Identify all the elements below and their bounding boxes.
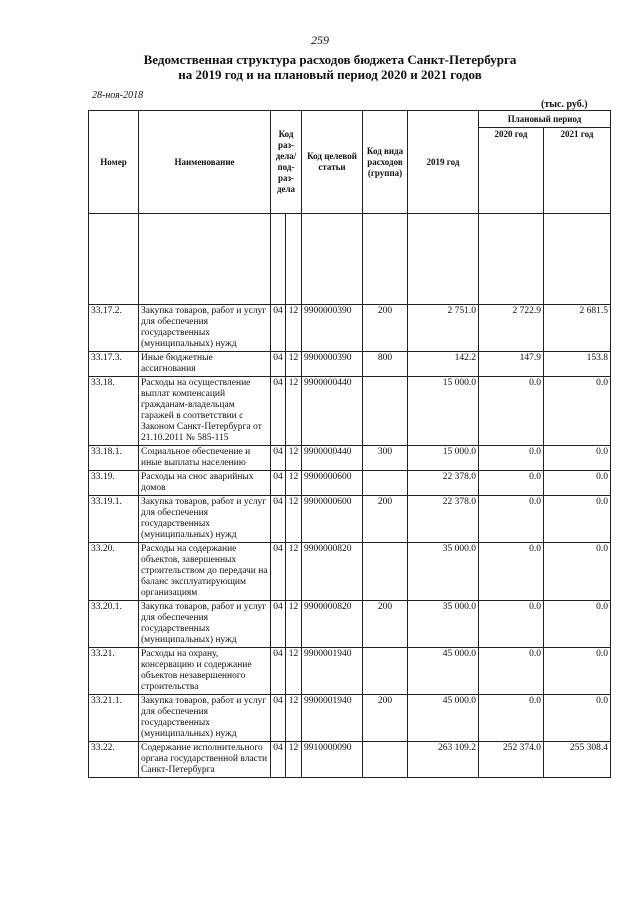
row-article-code: 9900000440 <box>302 446 363 471</box>
row-section-code: 04 <box>271 648 286 695</box>
row-amount-2021: 0.0 <box>544 695 611 742</box>
row-amount-2021: 0.0 <box>544 446 611 471</box>
row-amount-2021: 2 681.5 <box>544 305 611 352</box>
row-name: Закупка товаров, работ и услуг для обеспечения государственных (муниципальных) нужд <box>139 496 271 543</box>
row-number: 33.20.1. <box>89 601 139 648</box>
row-subsection-code: 12 <box>286 695 302 742</box>
row-expense-group: 200 <box>363 695 408 742</box>
table-row <box>89 648 611 695</box>
row-article-code: 9900000440 <box>302 377 363 446</box>
row-name: Закупка товаров, работ и услуг для обеспечения государственных (муниципальных) нужд <box>139 695 271 742</box>
row-number: 33.22. <box>89 742 139 778</box>
row-number: 33.20. <box>89 543 139 601</box>
row-article-code: 9900000600 <box>302 471 363 496</box>
row-name: Расходы на осуществление выплат компенсаций гражданам-владельцам гаражей в соответствии с Законом Санкт-Петербурга от 21.10.2011 № 585-115 <box>139 377 271 446</box>
header-number: Номер <box>89 111 139 214</box>
row-amount-2020: 0.0 <box>479 601 544 648</box>
row-article-code: 9900000820 <box>302 601 363 648</box>
row-name: Расходы на снос аварийных домов <box>139 471 271 496</box>
table-row <box>89 601 611 648</box>
table-row <box>89 496 611 543</box>
row-amount-2019: 22 378.0 <box>408 471 479 496</box>
row-article-code: 9900001940 <box>302 648 363 695</box>
row-number: 33.17.2. <box>89 305 139 352</box>
row-amount-2020: 0.0 <box>479 496 544 543</box>
row-number: 33.17.3. <box>89 352 139 377</box>
row-amount-2019: 35 000.0 <box>408 601 479 648</box>
row-subsection-code: 12 <box>286 742 302 778</box>
row-amount-2021: 0.0 <box>544 471 611 496</box>
row-subsection-code: 12 <box>286 352 302 377</box>
header-2021: 2021 год <box>544 128 611 214</box>
row-amount-2021: 255 308.4 <box>544 742 611 778</box>
row-expense-group <box>363 742 408 778</box>
row-section-code: 04 <box>271 742 286 778</box>
row-section-code: 04 <box>271 471 286 496</box>
row-amount-2020: 0.0 <box>479 648 544 695</box>
blank-spacer-row <box>89 214 611 305</box>
row-amount-2021: 0.0 <box>544 377 611 446</box>
row-number: 33.21.1. <box>89 695 139 742</box>
row-article-code: 9900000390 <box>302 352 363 377</box>
row-name: Иные бюджетные ассигнования <box>139 352 271 377</box>
row-expense-group: 200 <box>363 305 408 352</box>
table-row <box>89 377 611 446</box>
row-section-code: 04 <box>271 305 286 352</box>
page-number: 259 <box>311 33 329 47</box>
header-group: Код вида расходов (группа) <box>363 111 408 214</box>
row-amount-2019: 35 000.0 <box>408 543 479 601</box>
row-amount-2019: 15 000.0 <box>408 377 479 446</box>
row-name: Содержание исполнительного органа государственной власти Санкт-Петербурга <box>139 742 271 778</box>
row-amount-2019: 142.2 <box>408 352 479 377</box>
row-amount-2020: 252 374.0 <box>479 742 544 778</box>
row-article-code: 9900000820 <box>302 543 363 601</box>
row-article-code: 9910000090 <box>302 742 363 778</box>
row-name: Закупка товаров, работ и услуг для обеспечения государственных (муниципальных) нужд <box>139 601 271 648</box>
document-date: 28-ноя-2018 <box>92 90 144 101</box>
row-amount-2019: 263 109.2 <box>408 742 479 778</box>
row-name: Расходы на охрану, консервацию и содержание объектов незавершенного строительства <box>139 648 271 695</box>
budget-table <box>88 110 611 778</box>
row-amount-2021: 0.0 <box>544 648 611 695</box>
row-name: Расходы на содержание объектов, завершенных строительством до передачи на баланс эксплуатирующим организациям <box>139 543 271 601</box>
table-row <box>89 742 611 778</box>
row-subsection-code: 12 <box>286 648 302 695</box>
row-subsection-code: 12 <box>286 377 302 446</box>
title-line-2: на 2019 год и на плановый период 2020 и 2021 годов <box>178 67 482 82</box>
table-row <box>89 446 611 471</box>
row-amount-2019: 15 000.0 <box>408 446 479 471</box>
header-2020: 2020 год <box>479 128 544 214</box>
row-amount-2019: 2 751.0 <box>408 305 479 352</box>
row-subsection-code: 12 <box>286 446 302 471</box>
row-expense-group <box>363 543 408 601</box>
row-section-code: 04 <box>271 496 286 543</box>
row-amount-2021: 153.8 <box>544 352 611 377</box>
row-subsection-code: 12 <box>286 471 302 496</box>
row-expense-group <box>363 377 408 446</box>
row-number: 33.19. <box>89 471 139 496</box>
header-2019: 2019 год <box>408 111 479 214</box>
row-amount-2019: 22 378.0 <box>408 496 479 543</box>
row-subsection-code: 12 <box>286 496 302 543</box>
row-name: Социальное обеспечение и иные выплаты населению <box>139 446 271 471</box>
header-article: Код целевой статьи <box>302 111 363 214</box>
row-amount-2019: 45 000.0 <box>408 648 479 695</box>
row-expense-group: 800 <box>363 352 408 377</box>
row-amount-2020: 2 722.9 <box>479 305 544 352</box>
row-section-code: 04 <box>271 352 286 377</box>
row-expense-group: 200 <box>363 601 408 648</box>
header-section: Код раз- дела/ под- раз- дела <box>271 111 302 214</box>
header-planned-period: Плановый период <box>479 111 611 128</box>
row-number: 33.18.1. <box>89 446 139 471</box>
row-amount-2020: 0.0 <box>479 695 544 742</box>
row-amount-2019: 45 000.0 <box>408 695 479 742</box>
row-amount-2021: 0.0 <box>544 601 611 648</box>
row-subsection-code: 12 <box>286 601 302 648</box>
row-expense-group <box>363 648 408 695</box>
row-amount-2021: 0.0 <box>544 543 611 601</box>
table-row <box>89 471 611 496</box>
row-expense-group: 300 <box>363 446 408 471</box>
table-row <box>89 352 611 377</box>
row-subsection-code: 12 <box>286 305 302 352</box>
row-number: 33.18. <box>89 377 139 446</box>
row-section-code: 04 <box>271 695 286 742</box>
table-row <box>89 695 611 742</box>
row-section-code: 04 <box>271 377 286 446</box>
row-article-code: 9900001940 <box>302 695 363 742</box>
row-section-code: 04 <box>271 543 286 601</box>
row-article-code: 9900000390 <box>302 305 363 352</box>
header-name: Наименование <box>139 111 271 214</box>
row-article-code: 9900000600 <box>302 496 363 543</box>
row-amount-2020: 147.9 <box>479 352 544 377</box>
document-title <box>120 52 540 82</box>
row-name: Закупка товаров, работ и услуг для обеспечения государственных (муниципальных) нужд <box>139 305 271 352</box>
row-amount-2020: 0.0 <box>479 377 544 446</box>
title-line-1: Ведомственная структура расходов бюджета Санкт-Петербурга <box>143 52 517 67</box>
row-number: 33.19.1. <box>89 496 139 543</box>
row-section-code: 04 <box>271 446 286 471</box>
row-amount-2020: 0.0 <box>479 543 544 601</box>
row-expense-group: 200 <box>363 496 408 543</box>
row-amount-2020: 0.0 <box>479 446 544 471</box>
row-subsection-code: 12 <box>286 543 302 601</box>
row-expense-group <box>363 471 408 496</box>
row-amount-2020: 0.0 <box>479 471 544 496</box>
row-section-code: 04 <box>271 601 286 648</box>
table-row <box>89 543 611 601</box>
table-row <box>89 305 611 352</box>
row-number: 33.21. <box>89 648 139 695</box>
units-label: (тыс. руб.) <box>541 99 588 110</box>
row-amount-2021: 0.0 <box>544 496 611 543</box>
